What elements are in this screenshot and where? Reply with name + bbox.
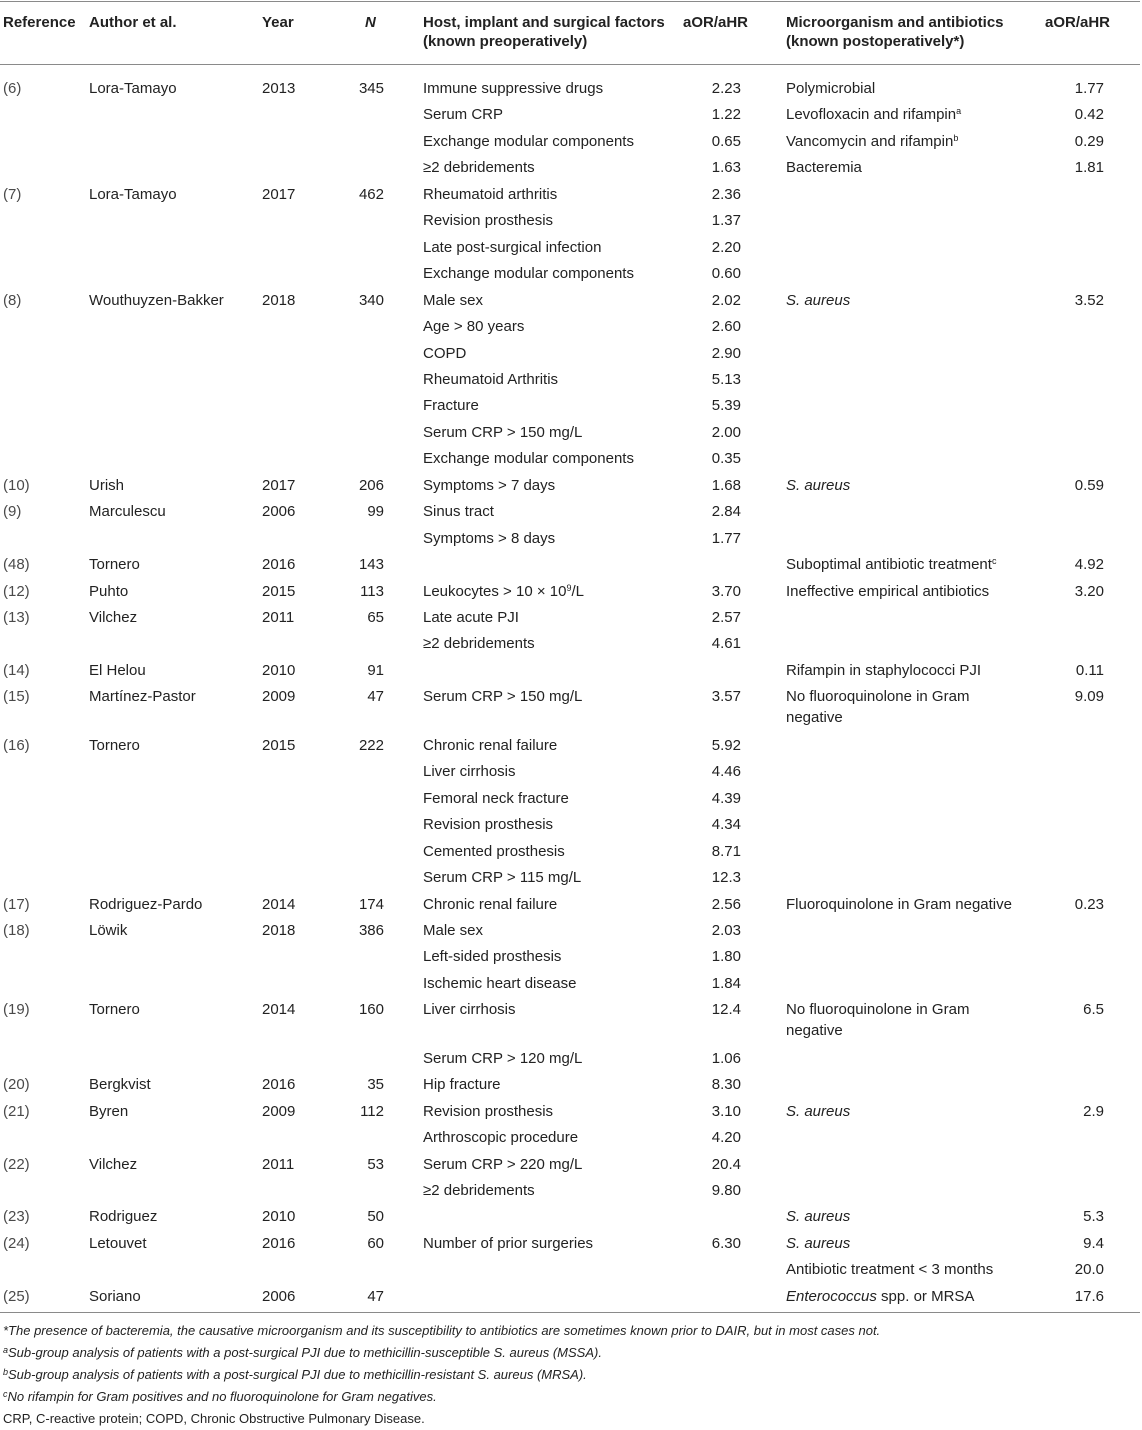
cell-host-aor: 2.90 [711, 344, 741, 362]
cell-micro-aor: 0.42 [1074, 106, 1104, 124]
cell-year: 2010 [262, 1208, 296, 1226]
header-author: Author et al. [89, 14, 177, 31]
cell-microorganism: Polymicrobial [786, 80, 876, 97]
cell-host-aor: 3.57 [711, 688, 741, 706]
cell-year: 2006 [262, 1287, 296, 1305]
cell-n: 113 [360, 582, 384, 600]
cell-microorganism: Rifampin in staphylococci PJI [786, 661, 982, 679]
cell-reference: (17) [3, 895, 30, 913]
cell-year: 2016 [262, 1234, 296, 1252]
cell-year: 2010 [262, 661, 296, 679]
cell-host-factor: Serum CRP > 150 mg/L [423, 688, 583, 706]
cell-author: Rodriguez [89, 1208, 158, 1226]
cell-micro-aor: 3.52 [1074, 291, 1104, 309]
cell-n: 174 [358, 895, 384, 913]
cell-reference: (7) [3, 185, 22, 203]
cell-author: Lora-Tamayo [89, 80, 177, 97]
cell-micro-aor: 0.11 [1075, 661, 1104, 679]
cell-micro-aor: 20.0 [1074, 1261, 1104, 1279]
cell-host-factor: Symptoms > 8 days [423, 529, 556, 547]
cell-micro-aor: 9.09 [1074, 688, 1104, 706]
cell-host-aor: 1.22 [711, 106, 741, 124]
cell-micro-aor: 9.4 [1083, 1234, 1104, 1252]
cell-host-factor: Serum CRP [423, 106, 504, 124]
cell-n: 206 [358, 476, 384, 494]
cell-n: 60 [367, 1234, 384, 1252]
cell-year: 2009 [262, 1102, 296, 1120]
cell-micro-aor: 3.20 [1074, 582, 1104, 600]
cell-host-aor: 3.10 [711, 1102, 741, 1120]
cell-author: Tornero [89, 736, 140, 754]
cell-reference: (18) [3, 921, 30, 939]
cell-host-factor: Exchange modular components [423, 132, 634, 150]
cell-micro-aor: 2.9 [1083, 1102, 1104, 1120]
cell-reference: (10) [3, 476, 30, 494]
header-reference: Reference [3, 14, 76, 31]
cell-year: 2014 [262, 895, 296, 913]
header-year: Year [262, 14, 294, 31]
cell-host-aor: 4.46 [711, 763, 741, 781]
header-aor-micro: aOR/aHR [1045, 14, 1111, 31]
cell-author: Puhto [89, 582, 129, 600]
cell-host-factor: Ischemic heart disease [423, 974, 577, 992]
cell-host-factor: Number of prior surgeries [423, 1234, 594, 1252]
cell-host-factor: Chronic renal failure [423, 895, 558, 913]
footnote-c: $^c$No rifampin for Gram positives and no fluoroquinolone for Gram negatives. [3, 1389, 437, 1404]
cell-year: 2015 [262, 582, 296, 600]
cell-host-factor: Arthroscopic procedure [423, 1129, 579, 1147]
cell-micro-aor: 1.81 [1074, 159, 1104, 177]
cell-n: 462 [358, 185, 384, 203]
cell-author: Marculescu [89, 503, 166, 521]
cell-year: 2011 [262, 609, 295, 626]
footnote-a: $^a$Sub-group analysis of patients with a post-surgical PJI due to methicillin-susceptible S. aureus (MSSA). [3, 1345, 602, 1360]
cell-host-aor: 0.60 [711, 265, 741, 283]
cell-n: 222 [358, 736, 384, 754]
cell-author: Tornero [89, 556, 140, 574]
cell-host-aor: 12.3 [711, 869, 741, 887]
cell-host-factor: Age > 80 years [423, 318, 525, 336]
cell-n: 65 [367, 609, 384, 626]
cell-microorganism: S. aureus [786, 1208, 851, 1226]
cell-microorganism: S. aureus [786, 1234, 851, 1252]
cell-host-factor: Serum CRP > 150 mg/L [423, 423, 583, 441]
cell-micro-aor: 0.29 [1074, 132, 1104, 150]
cell-host-aor: 5.39 [711, 397, 741, 415]
cell-host-factor: Cemented prosthesis [423, 842, 565, 860]
cell-year: 2013 [262, 80, 296, 97]
cell-host-aor: 0.65 [711, 132, 741, 150]
cell-host-aor: 2.00 [711, 423, 741, 441]
cell-n: 386 [358, 921, 384, 939]
cell-host-factor: Exchange modular components [423, 265, 634, 283]
cell-author: Letouvet [89, 1234, 147, 1252]
cell-reference: (20) [3, 1076, 30, 1094]
cell-micro-aor: 0.59 [1074, 476, 1104, 494]
cell-microorganism: S. aureus [786, 291, 851, 309]
cell-host-aor: 1.80 [711, 948, 741, 966]
cell-microorganism: No fluoroquinolone in Gram negative [786, 1001, 970, 1040]
cell-host-factor: Serum CRP > 120 mg/L [423, 1049, 583, 1067]
cell-host-aor: 1.84 [711, 974, 741, 992]
cell-n: 35 [367, 1076, 384, 1094]
cell-year: 2009 [262, 688, 296, 706]
cell-year: 2016 [262, 556, 296, 574]
cell-host-aor: 1.06 [711, 1049, 741, 1067]
cell-reference: (14) [3, 661, 30, 679]
cell-host-aor: 8.71 [711, 842, 741, 860]
cell-host-aor: 5.13 [711, 370, 741, 388]
cell-microorganism: Suboptimal antibiotic treatment$^c$ [786, 556, 997, 574]
cell-host-factor: Hip fracture [423, 1076, 501, 1094]
cell-host-factor: Late acute PJI [423, 609, 519, 626]
cell-author: Lora-Tamayo [89, 185, 177, 203]
cell-host-aor: 3.70 [711, 582, 741, 600]
cell-microorganism: No fluoroquinolone in Gram negative [786, 688, 970, 727]
cell-year: 2017 [262, 476, 296, 494]
cell-reference: (9) [3, 503, 22, 521]
cell-host-factor: ≥2 debridements [423, 635, 535, 653]
cell-host-aor: 2.20 [711, 238, 741, 256]
cell-microorganism: Ineffective empirical antibiotics [786, 582, 990, 600]
cell-reference: (6) [3, 80, 22, 97]
cell-author: Urish [89, 476, 125, 494]
cell-host-aor: 2.84 [711, 503, 741, 521]
cell-microorganism: S. aureus [786, 1102, 851, 1120]
cell-n: 47 [367, 1287, 384, 1305]
cell-reference: (12) [3, 582, 30, 600]
cell-author: Martínez-Pastor [89, 688, 196, 706]
cell-reference: (48) [3, 556, 30, 574]
cell-host-factor: Sinus tract [423, 503, 494, 521]
cell-host-factor: Symptoms > 7 days [423, 476, 556, 494]
cell-n: 91 [367, 661, 384, 679]
cell-n: 160 [358, 1001, 384, 1019]
cell-year: 2011 [262, 1155, 295, 1173]
cell-micro-aor: 6.5 [1083, 1001, 1104, 1019]
footnote-star: *The presence of bacteremia, the causative microorganism and its susceptibility to antibiotics are sometimes known prior to DAIR, but in most cases not. [3, 1323, 881, 1338]
cell-n: 99 [367, 503, 384, 521]
cell-reference: (19) [3, 1001, 30, 1019]
cell-host-factor: Liver cirrhosis [423, 763, 516, 781]
cell-author: El Helou [89, 661, 146, 679]
cell-host-aor: 0.35 [711, 450, 741, 468]
cell-host-aor: 4.34 [711, 816, 741, 834]
cell-reference: (15) [3, 688, 30, 706]
cell-host-aor: 1.63 [711, 159, 741, 177]
cell-host-factor: Serum CRP > 115 mg/L [423, 869, 582, 887]
cell-host-aor: 1.77 [711, 529, 741, 547]
cell-n: 47 [367, 688, 384, 706]
cell-author: Vilchez [89, 1155, 138, 1173]
cell-host-factor: Immune suppressive drugs [423, 80, 604, 97]
cell-host-aor: 4.39 [711, 789, 741, 807]
cell-host-factor: Rheumatoid Arthritis [423, 370, 559, 388]
header-rule [0, 64, 1140, 65]
cell-reference: (13) [3, 609, 30, 626]
cell-microorganism: Fluoroquinolone in Gram negative [786, 895, 1012, 913]
top-rule [0, 1, 1140, 2]
cell-host-factor: Femoral neck fracture [423, 789, 569, 807]
cell-host-aor: 2.03 [711, 921, 741, 939]
cell-author: Vilchez [89, 609, 138, 626]
cell-host-aor: 1.68 [711, 476, 741, 494]
cell-author: Tornero [89, 1001, 140, 1019]
cell-reference: (22) [3, 1155, 30, 1173]
cell-year: 2006 [262, 503, 296, 521]
cell-host-factor: ≥2 debridements [423, 159, 535, 177]
cell-reference: (23) [3, 1208, 30, 1226]
bottom-rule [0, 1312, 1140, 1313]
cell-author: Wouthuyzen-Bakker [89, 291, 224, 309]
cell-year: 2016 [262, 1076, 296, 1094]
cell-host-aor: 4.61 [711, 635, 741, 653]
cell-micro-aor: 4.92 [1074, 556, 1104, 574]
cell-host-factor: Liver cirrhosis [423, 1001, 516, 1019]
header-n: N [365, 14, 376, 31]
cell-micro-aor: 1.77 [1074, 80, 1104, 97]
cell-year: 2018 [262, 291, 296, 309]
cell-host-aor: 12.4 [711, 1001, 741, 1019]
cell-host-aor: 2.60 [711, 318, 741, 336]
header-microorganism: Microorganism and antibiotics (known postoperatively*) [786, 14, 1004, 50]
cell-host-aor: 9.80 [711, 1182, 741, 1199]
cell-year: 2017 [262, 185, 296, 203]
cell-n: 50 [367, 1208, 384, 1226]
cell-micro-aor: 5.3 [1083, 1208, 1104, 1226]
cell-host-factor: Late post-surgical infection [423, 238, 602, 256]
cell-microorganism: S. aureus [786, 476, 851, 494]
header-aor-host: aOR/aHR [683, 14, 749, 31]
cell-host-factor: Chronic renal failure [423, 736, 558, 754]
footnote-abbreviations: CRP, C-reactive protein; COPD, Chronic Obstructive Pulmonary Disease. [3, 1411, 425, 1426]
cell-host-factor: Serum CRP > 220 mg/L [423, 1155, 583, 1173]
cell-host-factor: Rheumatoid arthritis [423, 185, 558, 203]
cell-host-factor: Fracture [423, 397, 479, 415]
cell-year: 2018 [262, 921, 296, 939]
cell-host-factor: COPD [423, 344, 467, 362]
cell-host-aor: 2.56 [711, 895, 741, 913]
footnotes [3, 1320, 880, 1430]
cell-author: Byren [89, 1102, 129, 1120]
cell-host-aor: 1.37 [711, 212, 741, 230]
cell-host-aor: 2.23 [711, 80, 741, 97]
cell-host-factor: Revision prosthesis [423, 212, 554, 230]
cell-host-factor: Exchange modular components [423, 450, 634, 468]
cell-host-factor: Left-sided prosthesis [423, 948, 562, 966]
cell-author: Soriano [89, 1287, 141, 1305]
cell-author: Rodriguez-Pardo [89, 895, 203, 913]
cell-author: Bergkvist [89, 1076, 151, 1094]
cell-reference: (16) [3, 736, 30, 754]
cell-microorganism: Levofloxacin and rifampin$^a$ [786, 106, 962, 124]
cell-host-aor: 20.4 [711, 1155, 741, 1173]
cell-host-aor: 5.92 [711, 736, 741, 754]
cell-host-aor: 8.30 [711, 1076, 741, 1094]
cell-host-factor: Revision prosthesis [423, 1102, 554, 1120]
cell-microorganism: Enterococcus spp. or MRSA [786, 1287, 975, 1305]
cell-host-factor: Male sex [423, 291, 484, 309]
footnote-b: $^b$Sub-group analysis of patients with a post-surgical PJI due to methicillin-resistant S. aureus (MRSA). [3, 1367, 587, 1382]
cell-n: 340 [358, 291, 384, 309]
cell-microorganism: Bacteremia [786, 159, 862, 177]
cell-n: 112 [360, 1102, 384, 1120]
cell-reference: (24) [3, 1234, 30, 1252]
cell-micro-aor: 17.6 [1074, 1287, 1104, 1305]
cell-host-factor: Revision prosthesis [423, 816, 554, 834]
cell-micro-aor: 0.23 [1074, 895, 1104, 913]
cell-year: 2014 [262, 1001, 296, 1019]
cell-host-aor: 6.30 [711, 1234, 741, 1252]
cell-author: Löwik [89, 921, 128, 939]
cell-microorganism: Antibiotic treatment < 3 months [786, 1261, 994, 1279]
cell-n: 143 [358, 556, 384, 574]
cell-host-aor: 2.02 [711, 291, 741, 309]
cell-host-factor: Male sex [423, 921, 484, 939]
header-host-factors: Host, implant and surgical factors (known preoperatively) [423, 14, 665, 50]
cell-n: 53 [367, 1155, 384, 1173]
cell-n: 345 [358, 80, 384, 97]
cell-host-aor: 2.57 [711, 609, 741, 626]
cell-host-aor: 2.36 [711, 185, 741, 203]
cell-microorganism: Vancomycin and rifampin$^b$ [786, 132, 959, 150]
cell-host-factor: Leukocytes > $10 \times 10^9/L$ [423, 582, 584, 600]
cell-year: 2015 [262, 736, 296, 754]
cell-host-factor: ≥2 debridements [423, 1182, 535, 1199]
cell-host-aor: 4.20 [711, 1129, 741, 1147]
cell-reference: (8) [3, 291, 22, 309]
cell-reference: (25) [3, 1287, 30, 1305]
cell-reference: (21) [3, 1102, 30, 1120]
